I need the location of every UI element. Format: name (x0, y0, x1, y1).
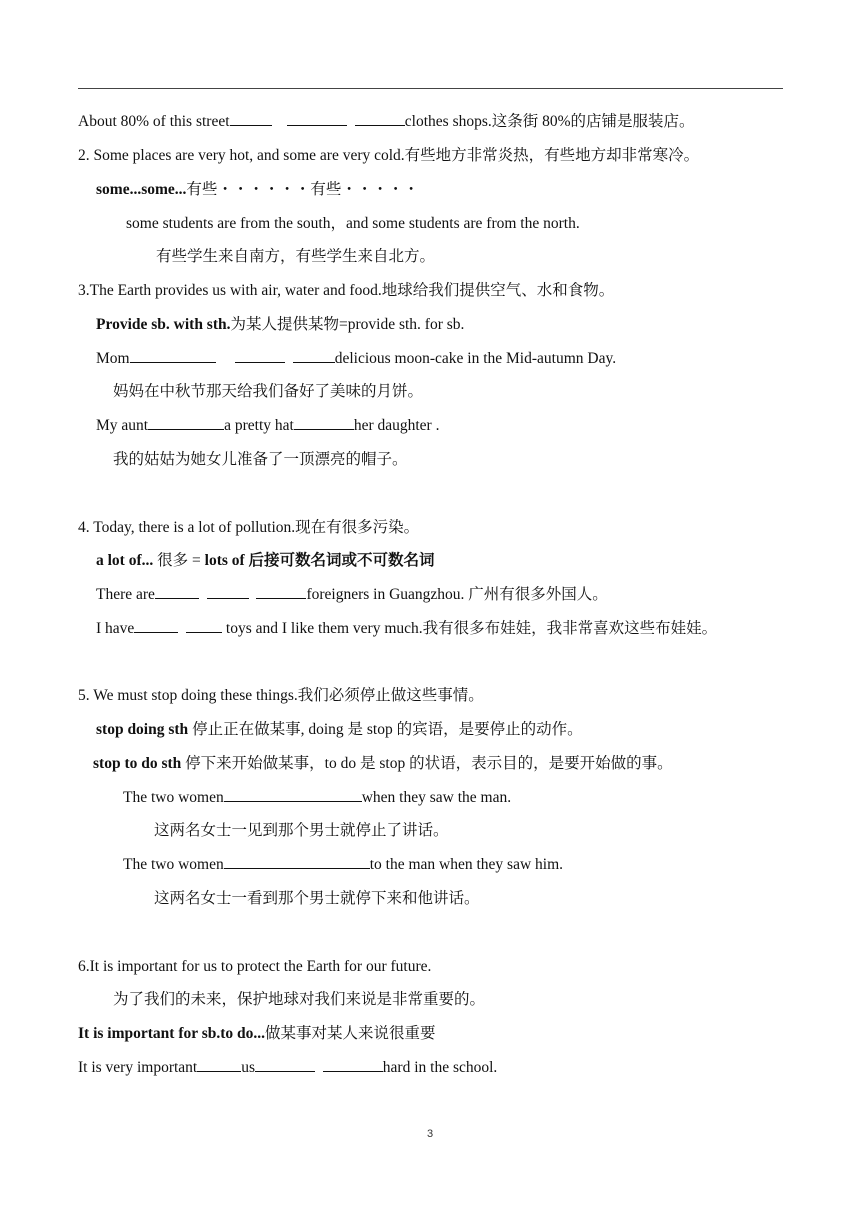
line-26: It is very important us hard in the school. (78, 1059, 498, 1076)
line-16: 5. We must stop doing these things.我们必须停止做这些事情。 (78, 687, 484, 704)
line-6: 3.The Earth provides us with air, water and food.地球给我们提供空气、水和食物。 (78, 282, 615, 299)
line-7: Provide sb. with sth.为某人提供某物=provide sth. for sb. (96, 316, 465, 333)
line-10: My aunt a pretty hat her daughter . (96, 417, 440, 434)
line-17: stop doing sth 停止正在做某事, doing 是 stop 的宾语，是要停止的动作。 (96, 721, 583, 738)
line-1: About 80% of this street clothes shops.这条街 80%的店铺是服装店。 (78, 113, 695, 130)
line-9: 妈妈在中秋节那天给我们备好了美味的月饼。 (113, 383, 424, 400)
line-20: 这两名女士一见到那个男士就停止了讲话。 (154, 822, 449, 839)
line-21: The two women to the man when they saw him. (123, 856, 564, 873)
line-19: The two women when they saw the man. (123, 789, 512, 806)
line-12: 4. Today, there is a lot of pollution.现在有很多污染。 (78, 519, 420, 536)
line-14: There are foreigners in Guangzhou. 广州有很多外国人。 (96, 586, 608, 603)
line-15: I have toys and I like them very much.我有很多布娃娃，我非常喜欢这些布娃娃。 (96, 620, 718, 637)
line-25: It is important for sb.to do...做某事对某人来说很重要 (78, 1025, 436, 1042)
line-5: 有些学生来自南方，有些学生来自北方。 (156, 248, 436, 265)
line-24: 为了我们的未来，保护地球对我们来说是非常重要的。 (113, 991, 486, 1008)
line-2: 2. Some places are very hot, and some are very cold.有些地方非常炎热，有些地方却非常寒冷。 (78, 147, 700, 164)
header-rule (78, 88, 783, 89)
line-4: some students are from the south，and some students are from the north. (126, 215, 580, 232)
line-3: some...some...有些・・・・・・有些・・・・・ (96, 181, 419, 198)
page-number: 3 (426, 1128, 434, 1140)
line-8: Mom delicious moon-cake in the Mid-autumn Day. (96, 350, 617, 367)
line-23: 6.It is important for us to protect the Earth for our future. (78, 958, 432, 975)
line-18: stop to do sth 停下来开始做某事，to do 是 stop 的状语，表示目的，是要开始做的事。 (93, 755, 673, 772)
line-13: a lot of... 很多 = lots of 后接可数名词或不可数名词 (96, 552, 435, 569)
line-11: 我的姑姑为她女儿准备了一顶漂亮的帽子。 (113, 451, 408, 468)
line-22: 这两名女士一看到那个男士就停下来和他讲话。 (154, 890, 480, 907)
